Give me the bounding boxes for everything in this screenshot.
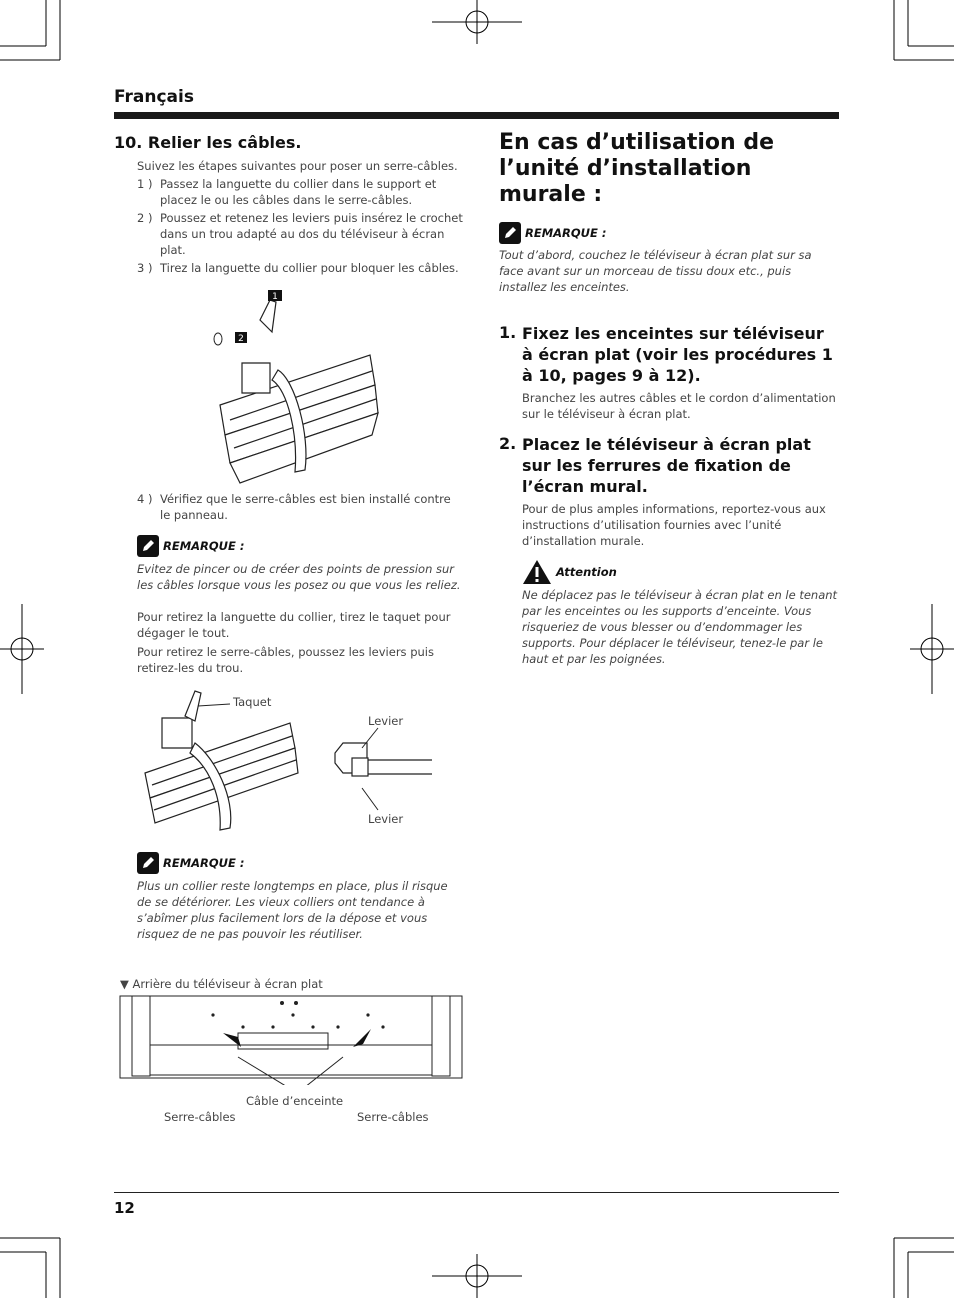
header-bar (114, 112, 839, 119)
note2-text: Plus un collier reste longtemps en place, plus il risque de se détériorer. Les vieux colliers ont tendance à s’abîmer plus facilement lors de la dépose et vous risquez de ne pas pouvoir les réutiliser. (137, 879, 448, 941)
step-4: 4 ) Vérifiez que le serre-câbles est bien installé contre le panneau. (137, 492, 451, 522)
step-1: 1 ) Passez la languette du collier dans le support et placez le ou les câbles dans le serre-câbles. (137, 177, 437, 207)
note1-header: REMARQUE : (137, 535, 464, 557)
label-serre-cables-left: Serre-câbles (164, 1110, 236, 1124)
right-step-1-title: Fixez les enceintes sur téléviseur à écran plat (voir les procédures 1 à 10, pages 9 à 12). (522, 324, 833, 385)
label-levier-bottom: Levier (368, 812, 404, 826)
figure-tv-back (118, 995, 464, 1085)
right-step-2: 2. Placez le téléviseur à écran plat sur les ferrures de fixation de l’écran mural. Pour de plus amples informations, reportez-vous aux instructions d’utilisation fournies avec l’unité d’installation murale. Attention Ne déplacez pas le téléviseur à écran plat en le tenant par les enceintes ou les supports d’enceinte. Vous risqueriez de vous blesser ou d’endommager les supports. Pour déplacer le téléviseur, tenez-le par le haut et par les poignées. (499, 434, 838, 666)
footer-line (114, 1192, 839, 1193)
remove-tab-text: Pour retirez la languette du collier, tirez le taquet pour dégager le tout. (137, 610, 451, 640)
label-cable-enceinte: Câble d’enceinte (246, 1094, 344, 1108)
figure-removal (140, 688, 460, 838)
fig1-marker-1: 1 (272, 292, 278, 302)
left-column-2 (114, 489, 464, 676)
label-serre-cables-right: Serre-câbles (357, 1110, 429, 1124)
attention-header: Attention (522, 559, 839, 585)
right-column (499, 130, 839, 667)
step-2: 2 ) Poussez et retenez les leviers puis insérez le crochet dans un trou adapté au dos du téléviseur à écran plat. (137, 211, 463, 257)
pencil-note-icon (499, 222, 521, 244)
step-3: 3 ) Tirez la languette du collier pour bloquer les câbles. (137, 261, 459, 275)
left-column (114, 133, 464, 278)
label-taquet: Taquet (233, 695, 272, 709)
attention-text: Ne déplacez pas le téléviseur à écran plat en le tenant par les enceintes ou les supports d’enceinte. Vous risqueriez de vous blesser ou d’endommager les supports. Pour déplacer le téléviseur, tenez-le par le haut et par les poignées. (522, 588, 838, 666)
fig1-marker-2: 2 (238, 334, 244, 344)
pencil-note-icon (137, 852, 159, 874)
note2-block (137, 852, 464, 942)
label-levier-top: Levier (368, 714, 404, 728)
right-note-text: Tout d’abord, couchez le téléviseur à écran plat sur sa face avant sur un morceau de tissu doux etc., puis installez les enceintes. (499, 248, 812, 294)
pencil-note-icon (137, 535, 159, 557)
page-number: 12 (114, 1199, 135, 1217)
right-step-1-text: Branchez les autres câbles et le cordon d’alimentation sur le téléviseur à écran plat. (522, 391, 836, 421)
note2-header: REMARQUE : (137, 852, 464, 874)
figure3-caption: ▼ Arrière du téléviseur à écran plat (120, 977, 323, 991)
figure-cable-tie-install (200, 285, 390, 485)
intro-text: Suivez les étapes suivantes pour poser un serre-câbles. (137, 159, 458, 173)
section-title: 10. Relier les câbles. (114, 133, 302, 152)
note1-text: Evitez de pincer ou de créer des points de pression sur les câbles lorsque vous les posez ou que vous les reliez. (137, 562, 461, 592)
header-language: Français (114, 87, 194, 107)
right-step-1: 1. Fixez les enceintes sur téléviseur à écran plat (voir les procédures 1 à 10, pages 9 à 12). Branchez les autres câbles et le cordon d’alimentation sur le téléviseur à écran plat. (499, 323, 839, 422)
remove-tie-text: Pour retirez le serre-câbles, poussez les leviers puis retirez-les du trou. (137, 645, 434, 675)
right-step-2-title: Placez le téléviseur à écran plat sur les ferrures de fixation de l’écran mural. (522, 435, 811, 496)
right-step-2-text: Pour de plus amples informations, reportez-vous aux instructions d’utilisation fournies avec l’unité d’installation murale. (522, 502, 826, 548)
right-note-header: REMARQUE : (499, 222, 839, 244)
right-title: En cas d’utilisation de l’unité d’installation murale : (499, 130, 774, 207)
warning-icon (522, 559, 552, 585)
